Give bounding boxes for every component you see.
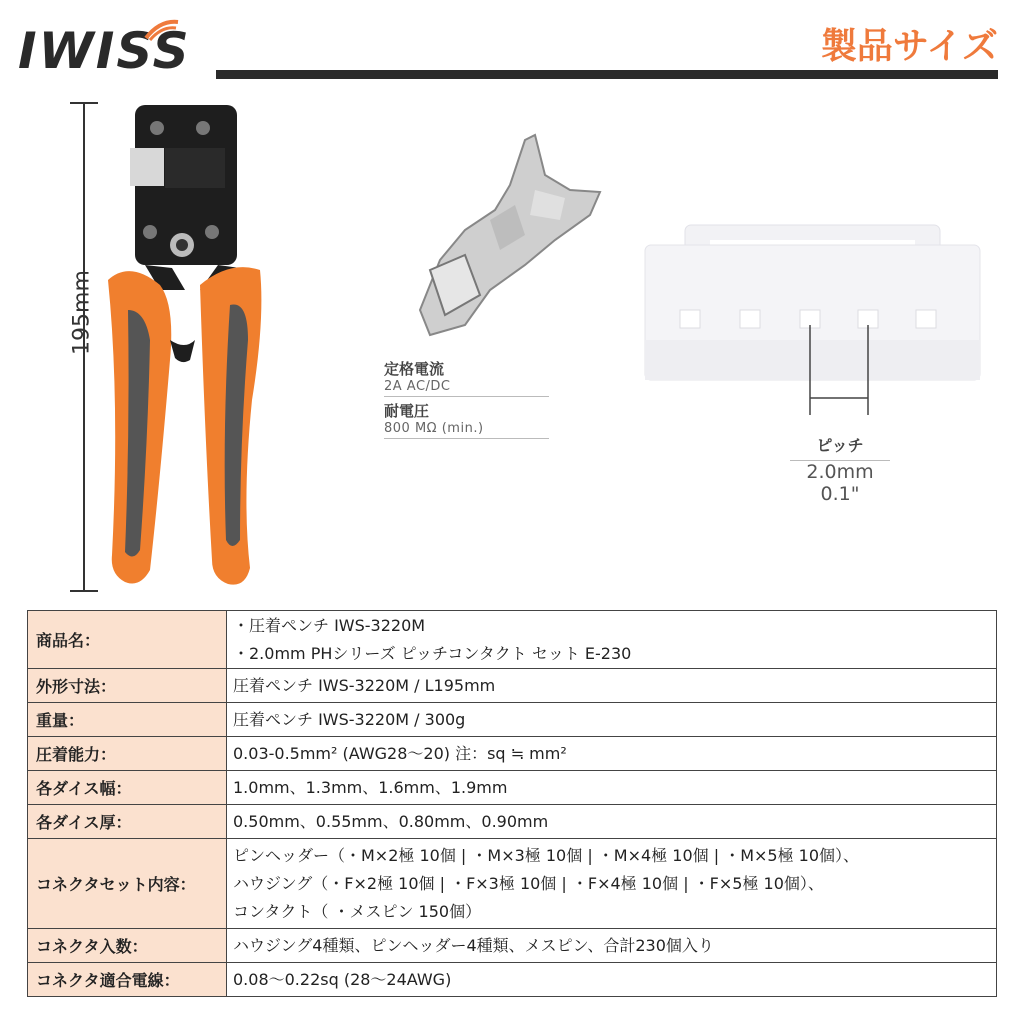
- spec-value-line: 0.08～0.22sq (28～24AWG): [233, 969, 452, 989]
- spec-value-line: 圧着ペンチ IWS-3220M / 300g: [233, 709, 466, 729]
- page-header: [0, 0, 1024, 90]
- table-row: [28, 771, 997, 805]
- spec-value-cell: [227, 703, 997, 737]
- dimension-label: 195mm: [69, 270, 95, 355]
- spec-value-cell: [227, 737, 997, 771]
- spec-value-cell: [227, 839, 997, 929]
- spec-value-line: 0.50mm、0.55mm、0.80mm、0.90mm: [233, 811, 549, 831]
- table-row: [28, 611, 997, 669]
- spec-key: コネクタ適合電線：: [28, 963, 227, 997]
- spec-value-line: ・圧着ペンチ IWS-3220M: [233, 615, 426, 635]
- brand-logo: IWISS: [18, 22, 191, 80]
- pitch-label: ピッチ: [790, 433, 890, 461]
- spec-value-line: 1.0mm、1.3mm、1.6mm、1.9mm: [233, 777, 508, 797]
- pitch-imperial: 0.1": [820, 483, 860, 505]
- spec-value-cell: [227, 771, 997, 805]
- spec-value-line: 圧着ペンチ IWS-3220M / L195mm: [233, 675, 496, 695]
- table-row: [28, 805, 997, 839]
- spec-key: 各ダイス幅：: [28, 771, 227, 805]
- spec-key: 商品名：: [28, 611, 227, 669]
- table-row: [28, 703, 997, 737]
- spec-key: 重量：: [28, 703, 227, 737]
- spec-value-cell: [227, 929, 997, 963]
- table-row: [28, 929, 997, 963]
- connector-housing-image: [640, 215, 985, 415]
- logo-swoosh-icon: [142, 18, 182, 42]
- spec-value-cell: [227, 805, 997, 839]
- spec-key: 各ダイス厚：: [28, 805, 227, 839]
- rated-current-value: 2A AC/DC: [384, 379, 549, 397]
- table-row: [28, 839, 997, 929]
- table-row: [28, 669, 997, 703]
- spec-value-line: コンタクト（ ・メスピン 150個）: [233, 901, 482, 921]
- dimension-cap-bottom: [70, 590, 98, 592]
- spec-value-cell: [227, 963, 997, 997]
- pitch-metric: 2.0mm: [806, 461, 874, 483]
- crimping-pliers-image: [100, 100, 280, 595]
- contact-terminal-image: [395, 120, 605, 340]
- spec-value-cell: [227, 669, 997, 703]
- pitch-block: [790, 433, 890, 505]
- terminal-spec-block: [384, 358, 549, 442]
- spec-key: 圧着能力：: [28, 737, 227, 771]
- spec-value-line: ハウジング4種類、ピンヘッダー4種類、メスピン、合計230個入り: [233, 935, 714, 955]
- spec-value-line: ・2.0mm PHシリーズ ピッチコンタクト セット E-230: [233, 643, 632, 663]
- rated-current-label: 定格電流: [384, 360, 445, 378]
- spec-key: コネクタ入数：: [28, 929, 227, 963]
- table-row: [28, 737, 997, 771]
- spec-value-line: 0.03-0.5mm² (AWG28～20) 注：sq ≒ mm²: [233, 743, 567, 763]
- spec-value-cell: [227, 611, 997, 669]
- spec-value-line: ハウジング（・F×2極 10個 | ・F×3極 10個 | ・F×4極 10個 | ・F×5極 10個）、: [233, 873, 824, 893]
- withstand-voltage-label: 耐電圧: [384, 402, 430, 420]
- spec-key: 外形寸法：: [28, 669, 227, 703]
- header-divider: [216, 70, 998, 79]
- withstand-voltage-value: 800 MΩ (min.): [384, 421, 549, 439]
- page-title: 製品サイズ: [820, 26, 998, 67]
- table-row: [28, 963, 997, 997]
- spec-key: コネクタセット内容：: [28, 839, 227, 929]
- spec-table: [27, 610, 997, 997]
- spec-value-line: ピンヘッダー（・M×2極 10個 | ・M×3極 10個 | ・M×4極 10個 | ・M×5極 10個）、: [233, 845, 860, 865]
